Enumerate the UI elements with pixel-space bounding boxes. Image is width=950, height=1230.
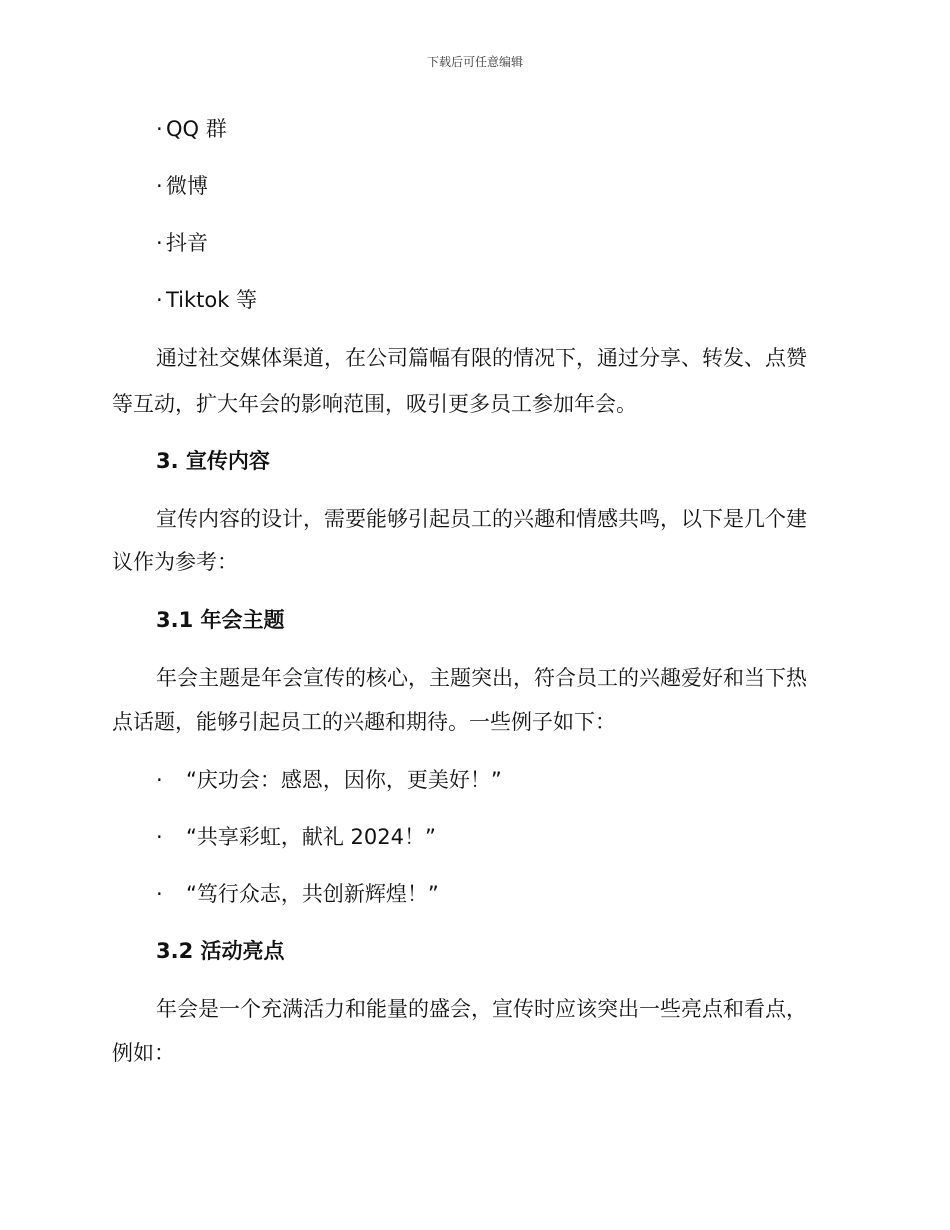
list-item-text: QQ 群 [166, 117, 227, 141]
paragraph-line: 等互动，扩大年会的影响范围，吸引更多员工参加年会。 [112, 392, 637, 416]
list-item-text: “共享彩虹，献礼 2024！” [186, 825, 436, 849]
bullet-icon: · [156, 288, 163, 312]
bullet-icon: · [156, 882, 163, 906]
list-item-text: “笃行众志，共创新辉煌！” [186, 882, 439, 906]
section-heading: 3.2 活动亮点 [156, 939, 285, 963]
bullet-icon: · [156, 174, 163, 198]
bullet-icon: · [156, 825, 163, 849]
list-item-text: “庆功会：感恩，因你，更美好！” [186, 768, 502, 792]
list-item [156, 879, 886, 909]
list-item [156, 114, 886, 144]
page-header: 下载后可任意编辑 [426, 55, 523, 69]
list-item-text: 微博 [166, 174, 208, 198]
paragraph-line: 例如： [112, 1041, 175, 1065]
paragraph-line: 宣传内容的设计，需要能够引起员工的兴趣和情感共鸣，以下是几个建 [156, 507, 807, 531]
paragraph-line: 年会主题是年会宣传的核心，主题突出，符合员工的兴趣爱好和当下热 [156, 666, 807, 690]
bullet-icon: · [156, 231, 163, 255]
paragraph-line: 议作为参考： [112, 550, 238, 574]
list-item [156, 285, 886, 315]
bullet-icon: · [156, 768, 163, 792]
list-item [156, 822, 886, 852]
section-heading: 3.1 年会主题 [156, 608, 285, 632]
section-heading: 3. 宣传内容 [156, 449, 270, 473]
paragraph-line: 通过社交媒体渠道，在公司篇幅有限的情况下，通过分享、转发、点赞 [156, 346, 807, 370]
paragraph-line: 点话题，能够引起员工的兴趣和期待。一些例子如下： [112, 710, 616, 734]
list-item-text: Tiktok 等 [166, 288, 258, 312]
bullet-icon: · [156, 117, 163, 141]
list-item-text: 抖音 [166, 231, 208, 255]
list-item [156, 765, 886, 795]
paragraph-line: 年会是一个充满活力和能量的盛会，宣传时应该突出一些亮点和看点， [156, 997, 807, 1021]
list-item [156, 171, 886, 201]
list-item [156, 228, 886, 258]
